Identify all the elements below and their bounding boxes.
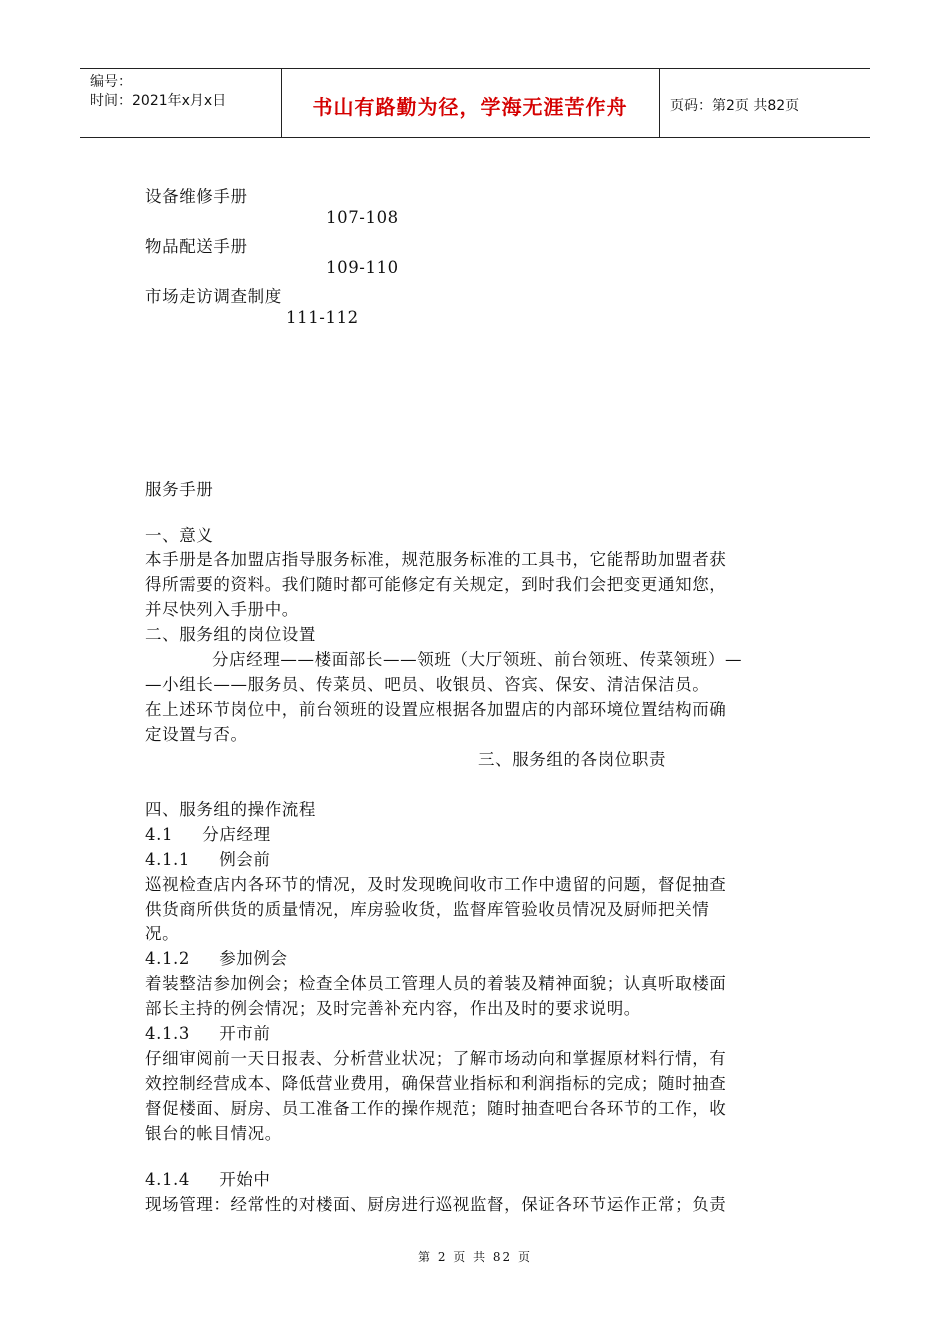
paragraph-line: 现场管理：经常性的对楼面、厨房进行巡视监督，保证各环节运作正常；负责: [145, 1195, 727, 1214]
section-heading: 三、服务组的各岗位职责: [478, 750, 667, 769]
paragraph-line: 在上述环节岗位中，前台领班的设置应根据各加盟店的内部环境位置结构而确: [145, 700, 727, 719]
subsection-heading: 4.1.2 参加例会: [145, 949, 288, 968]
paragraph-line: 督促楼面、厨房、员工准备工作的操作规范；随时抽查吧台各环节的工作，收: [145, 1099, 727, 1118]
toc-item-pages: 109-110: [326, 258, 399, 277]
toc-item-pages: 111-112: [286, 308, 359, 327]
section-heading: 二、服务组的岗位设置: [145, 625, 316, 644]
toc-item-title: 市场走访调查制度: [145, 287, 282, 306]
paragraph-line: 定设置与否。: [145, 725, 248, 744]
toc-item-title: 设备维修手册: [145, 187, 248, 206]
paragraph-line: 巡视检查店内各环节的情况，及时发现晚间收市工作中遗留的问题，督促抽查: [145, 875, 727, 894]
paragraph-line: 部长主持的例会情况；及时完善补充内容，作出及时的要求说明。: [145, 999, 641, 1018]
header-divider: [659, 69, 660, 137]
subsection-heading: 4.1 分店经理: [145, 825, 271, 844]
page-header: [80, 68, 870, 138]
page-footer: 第 2 页 共 82 页: [418, 1250, 532, 1264]
paragraph-line: 供货商所供货的质量情况，库房验收货，监督库管验收员情况及厨师把关情: [145, 900, 710, 919]
paragraph-line: 得所需要的资料。我们随时都可能修定有关规定，到时我们会把变更通知您，: [145, 575, 727, 594]
paragraph-line: —小组长——服务员、传菜员、吧员、收银员、咨宾、保安、清洁保洁员。: [145, 675, 710, 694]
paragraph-line: 本手册是各加盟店指导服务标准，规范服务标准的工具书，它能帮助加盟者获: [145, 550, 727, 569]
header-meta: [90, 73, 226, 111]
subsection-heading: 4.1.4 开始中: [145, 1170, 271, 1189]
toc-item-title: 物品配送手册: [145, 237, 248, 256]
paragraph-line: 银台的帐目情况。: [145, 1124, 282, 1143]
toc-item-pages: 107-108: [326, 208, 399, 227]
paragraph-line: 效控制经营成本、降低营业费用，确保营业指标和利润指标的完成；随时抽查: [145, 1074, 727, 1093]
subsection-heading: 4.1.3 开市前: [145, 1024, 271, 1043]
subsection-heading: 4.1.1 例会前: [145, 850, 271, 869]
doc-number-label: 编号：: [90, 74, 132, 90]
doc-date: 时间：2021年x月x日: [90, 93, 227, 109]
manual-title: 服务手册: [145, 480, 214, 499]
paragraph-line: 着装整洁参加例会；检查全体员工管理人员的着装及精神面貌；认真听取楼面: [145, 974, 727, 993]
paragraph-line: 分店经理——楼面部长——领班（大厅领班、前台领班、传菜领班）—: [212, 650, 743, 669]
paragraph-line: 仔细审阅前一天日报表、分析营业状况；了解市场动向和掌握原材料行情，有: [145, 1049, 727, 1068]
header-page-info: 页码：第2页 共82页: [670, 98, 800, 114]
header-motto: 书山有路勤为径，学海无涯苦作舟: [312, 95, 628, 119]
section-heading: 四、服务组的操作流程: [145, 800, 316, 819]
paragraph-line: 并尽快列入手册中。: [145, 600, 299, 619]
section-heading: 一、意义: [145, 526, 214, 545]
paragraph-line: 况。: [145, 924, 180, 943]
